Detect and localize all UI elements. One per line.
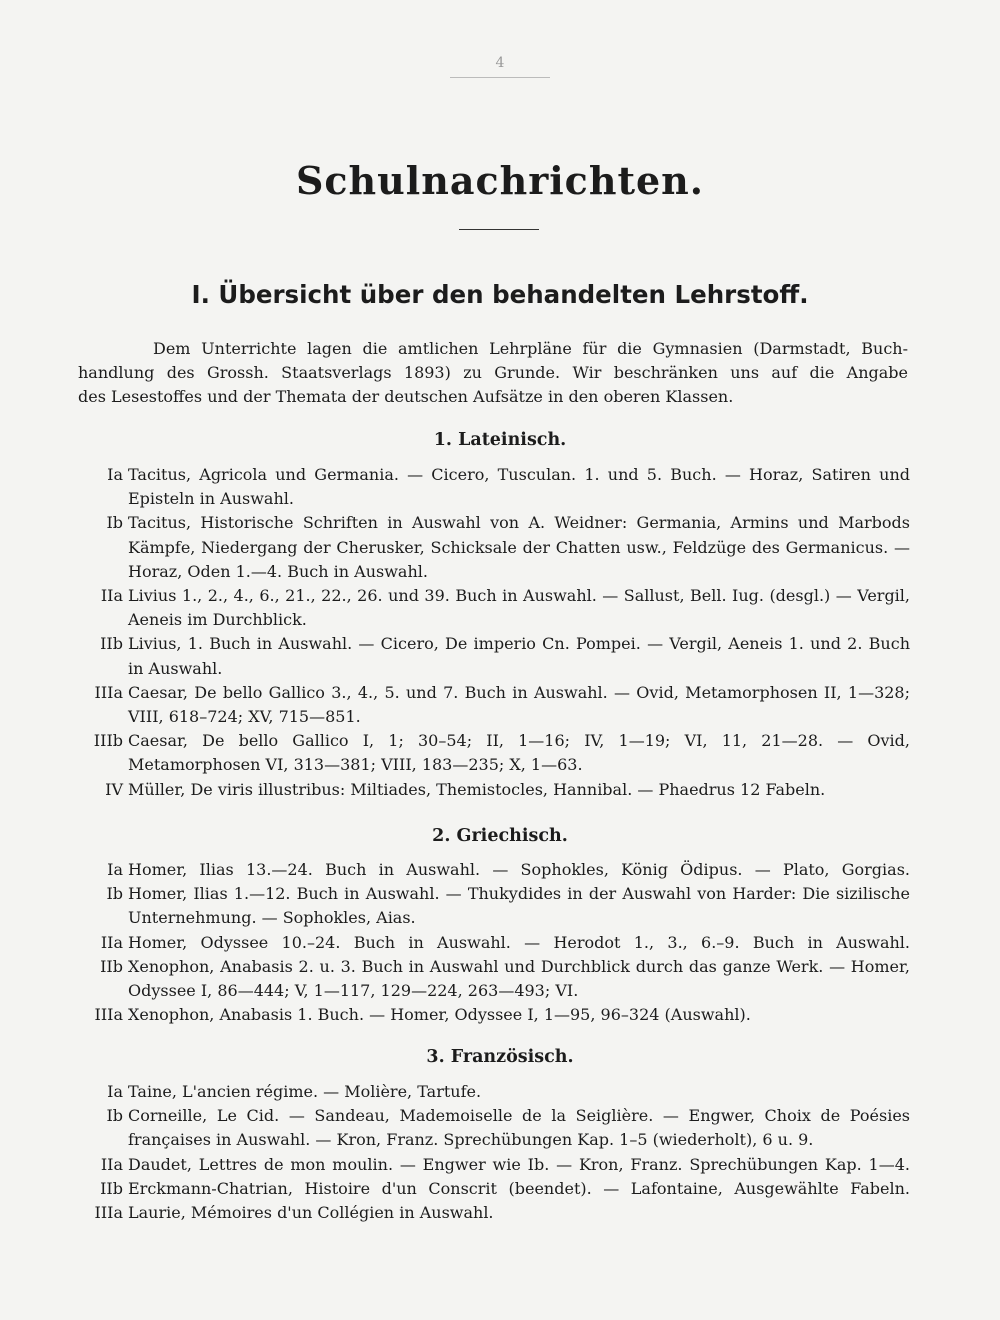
- list-item: [78, 1177, 910, 1201]
- entry-text: Caesar, De bello Gallico 3., 4., 5. und 7. Buch in Auswahl. — Ovid, Metamorphosen II, 1—328; VIII, 618–724; XV, 715—851.: [128, 682, 910, 727]
- list-item: [78, 511, 910, 584]
- intro-paragraph: [78, 337, 908, 409]
- class-label: Ia: [107, 1082, 123, 1101]
- subject-list-latin: [78, 463, 910, 802]
- class-label: Ib: [106, 1106, 123, 1126]
- class-label: Ia: [107, 860, 123, 879]
- class-label: IIIa: [94, 1203, 123, 1223]
- page-number: 4: [495, 55, 505, 71]
- class-label: IIa: [100, 1154, 123, 1174]
- entry-text: Laurie, Mémoires d'un Collégien in Auswahl.: [128, 1203, 494, 1223]
- list-item: [78, 681, 910, 729]
- list-item: [78, 1003, 910, 1027]
- list-item: [78, 882, 910, 930]
- class-label: IIb: [100, 1178, 123, 1198]
- intro-line: handlung des Grossh. Staatsverlags 1893) zu Grunde. Wir beschränken uns auf die Angabe: [78, 363, 908, 382]
- entry-text: Livius 1., 2., 4., 6., 21., 22., 26. und 39. Buch in Auswahl. — Sallust, Bell. Iug. (desgl.) — Vergil, Aeneis im Durchblick.: [128, 586, 910, 630]
- page-number-mark: [480, 55, 520, 69]
- title-divider: [459, 229, 539, 230]
- list-item: [78, 858, 910, 882]
- section-heading: I. Übersicht über den behandelten Lehrstoff.: [191, 280, 809, 309]
- subject-heading-french: 3. Französisch.: [426, 1047, 574, 1067]
- list-item: [78, 955, 910, 1003]
- class-label: IIIa: [94, 682, 123, 702]
- entry-text: Xenophon, Anabasis 2. u. 3. Buch in Auswahl und Durchblick durch das ganze Werk. — Homer, Odyssee I, 86—444; V, 1—117, 129—224, 263—493; VI.: [128, 956, 910, 1001]
- entry-text: Xenophon, Anabasis 1. Buch. — Homer, Odyssee I, 1—95, 96–324 (Auswahl).: [128, 1005, 751, 1025]
- entry-text: Caesar, De bello Gallico I, 1; 30–54; II, 1—16; IV, 1—19; VI, 11, 21—28. — Ovid, Metamorphosen VI, 313—381; VIII, 183—235; X, 1—63.: [128, 731, 910, 775]
- entry-text: Erckmann-Chatrian, Histoire d'un Conscrit (beendet). — Lafontaine, Ausgewählte Fabeln.: [128, 1178, 910, 1198]
- subject-heading-greek: 2. Griechisch.: [432, 826, 568, 846]
- list-item: [78, 729, 910, 777]
- subject-list-french: [78, 1080, 910, 1225]
- list-item: [78, 1080, 910, 1104]
- subject-list-greek: [78, 858, 910, 1027]
- entry-text: Tacitus, Agricola und Germania. — Cicero, Tusculan. 1. und 5. Buch. — Horaz, Satiren und Episteln in Auswahl.: [128, 465, 910, 509]
- list-item: [78, 1104, 910, 1152]
- entry-text: Homer, Ilias 1.—12. Buch in Auswahl. — Thukydides in der Auswahl von Harder: Die sizilische Unternehmung. — Sophokles, Aias.: [128, 884, 910, 928]
- list-item: [78, 1201, 910, 1225]
- class-label: IIIb: [93, 731, 123, 751]
- entry-text: Müller, De viris illustribus: Miltiades, Themistocles, Hannibal. — Phaedrus 12 Fabeln.: [128, 779, 826, 799]
- entry-text: Tacitus, Historische Schriften in Auswahl von A. Weidner: Germania, Armins und Marbods Kämpfe, Niedergang der Cherusker, Schicksale der Chatten usw., Feldzüge des Germanicus. — Horaz, Oden 1.—4. Buch in Auswahl.: [128, 513, 910, 581]
- entry-text: Homer, Ilias 13.—24. Buch in Auswahl. — Sophokles, König Ödipus. — Plato, Gorgias.: [128, 860, 910, 879]
- list-item: [78, 931, 910, 955]
- class-label: IIIa: [94, 1005, 123, 1025]
- entry-text: Homer, Odyssee 10.–24. Buch in Auswahl. — Herodot 1., 3., 6.–9. Buch in Auswahl.: [128, 932, 910, 952]
- intro-line: Dem Unterrichte lagen die amtlichen Lehrpläne für die Gymnasien (Darmstadt, Buch-: [153, 339, 908, 358]
- list-item: [78, 584, 910, 632]
- intro-line: des Lesestoffes und der Themata der deutschen Aufsätze in den oberen Klassen.: [78, 387, 734, 406]
- entry-text: Taine, L'ancien régime. — Molière, Tartufe.: [128, 1082, 482, 1101]
- class-label: IIa: [100, 586, 123, 606]
- list-item: [78, 463, 910, 511]
- class-label: Ia: [107, 465, 123, 484]
- entry-text: Corneille, Le Cid. — Sandeau, Mademoiselle de la Seiglière. — Engwer, Choix de Poésies françaises in Auswahl. — Kron, Franz. Sprechübungen Kap. 1–5 (wiederholt), 6 u. 9.: [128, 1106, 910, 1150]
- list-item: [78, 632, 910, 680]
- page-title: Schulnachrichten.: [295, 158, 705, 203]
- class-label: Ib: [106, 513, 123, 533]
- class-label: IIb: [100, 956, 123, 976]
- list-item: [78, 1153, 910, 1177]
- subject-heading-latin: 1. Lateinisch.: [433, 430, 567, 450]
- class-label: IIa: [100, 932, 123, 952]
- entry-text: Daudet, Lettres de mon moulin. — Engwer wie Ib. — Kron, Franz. Sprechübungen Kap. 1—4.: [128, 1154, 910, 1174]
- class-label: IV: [105, 779, 123, 799]
- class-label: Ib: [106, 884, 123, 904]
- list-item: [78, 778, 910, 802]
- class-label: IIb: [100, 634, 123, 654]
- page-number-rule: [450, 77, 550, 78]
- entry-text: Livius, 1. Buch in Auswahl. — Cicero, De imperio Cn. Pompei. — Vergil, Aeneis 1. und 2. Buch in Auswahl.: [128, 634, 910, 678]
